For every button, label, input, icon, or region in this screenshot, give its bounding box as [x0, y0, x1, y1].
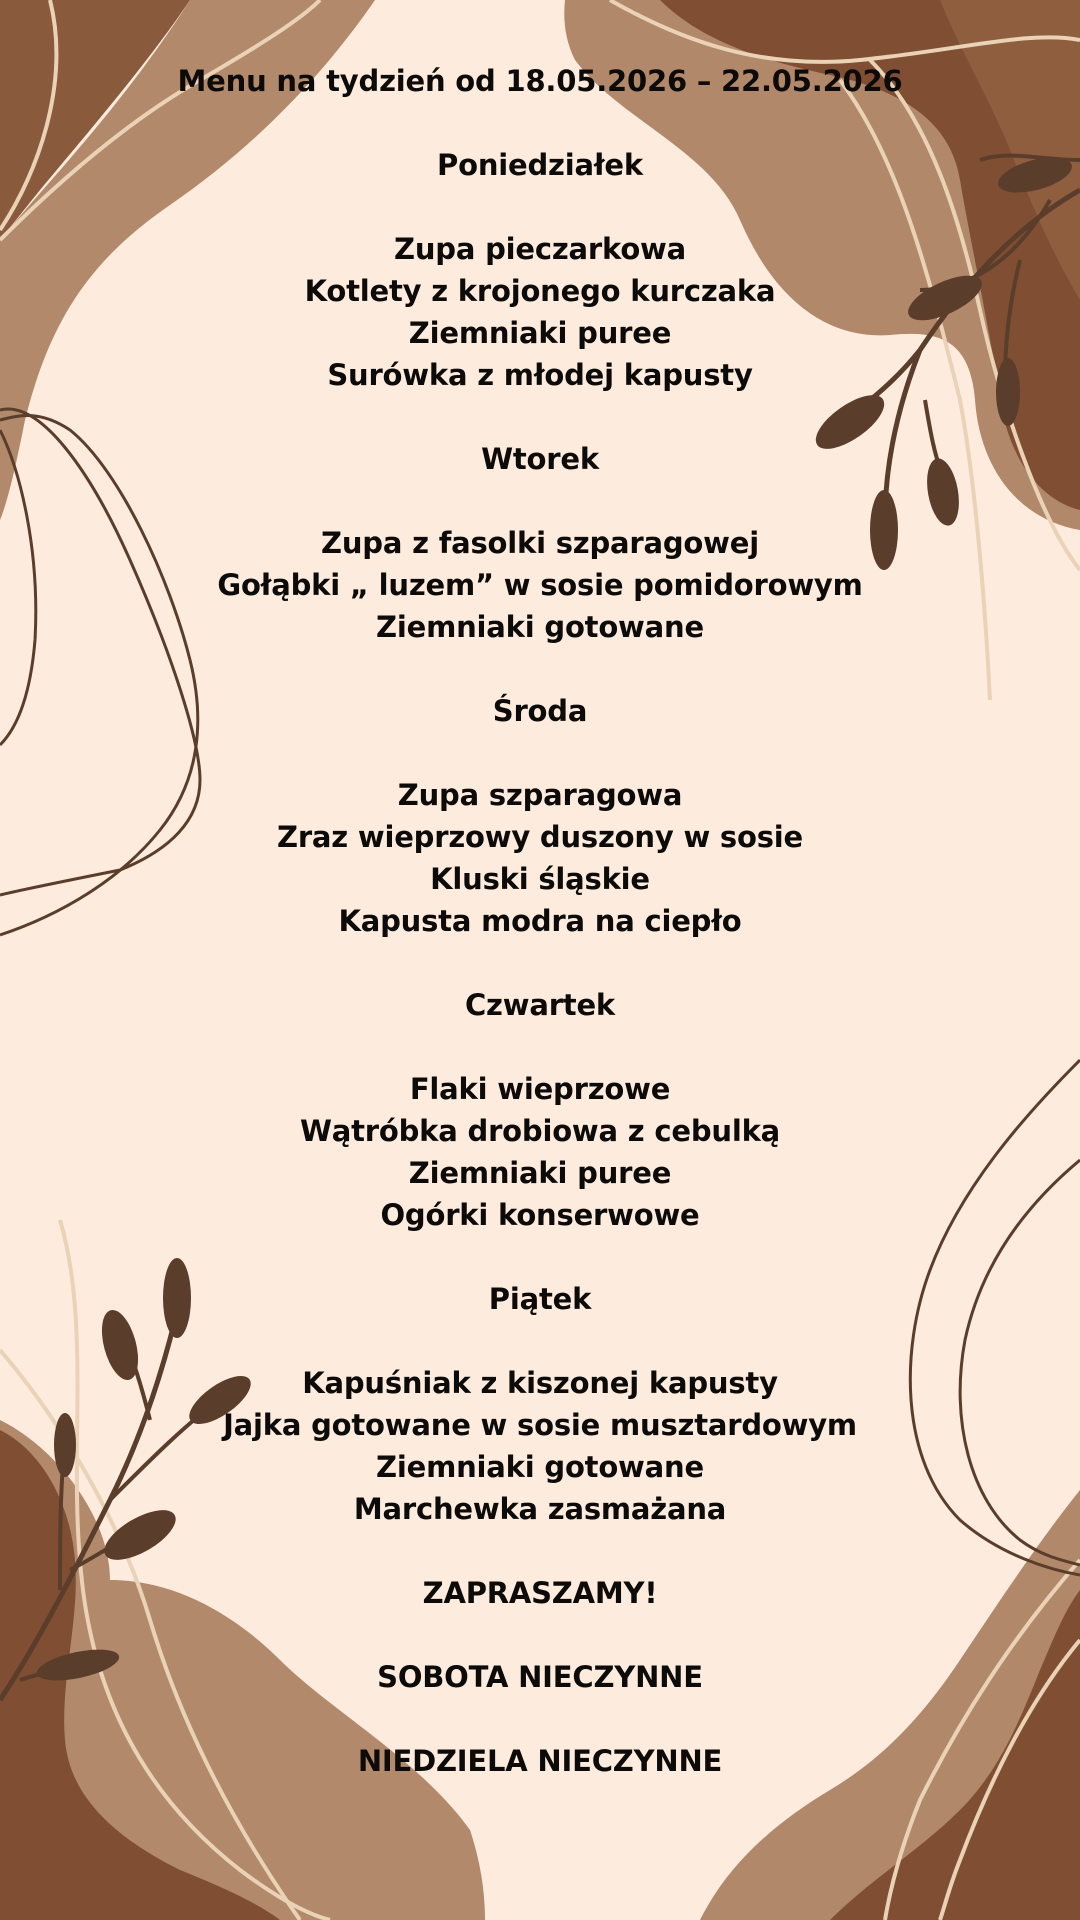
dish-item: Ziemniaki gotowane — [376, 1450, 704, 1484]
dish-item: Zraz wieprzowy duszony w sosie — [277, 820, 803, 854]
dish-item: Ziemniaki puree — [408, 1156, 672, 1190]
dish-item: Ogórki konserwowe — [380, 1198, 700, 1232]
dish-item: Kapuśniak z kiszonej kapusty — [302, 1366, 778, 1400]
day-name: Środa — [492, 694, 588, 728]
dish-item: Ziemniaki puree — [408, 316, 672, 350]
day-name: Czwartek — [464, 988, 616, 1022]
dish-item: Flaki wieprzowe — [409, 1072, 671, 1106]
dish-item: Surówka z młodej kapusty — [327, 358, 753, 392]
dish-item: Gołąbki „ luzem” w sosie pomidorowym — [217, 568, 863, 602]
dish-item: Zupa pieczarkowa — [394, 232, 686, 266]
invite-text: ZAPRASZAMY! — [422, 1576, 658, 1610]
dish-item: Zupa z fasolki szparagowej — [321, 526, 759, 560]
day-name: Poniedziałek — [437, 148, 643, 182]
saturday-closed-notice: SOBOTA NIECZYNNE — [377, 1660, 703, 1694]
dish-item: Kotlety z krojonego kurczaka — [304, 274, 776, 308]
dish-item: Jajka gotowane w sosie musztardowym — [223, 1408, 857, 1442]
dish-item: Kluski śląskie — [430, 862, 650, 896]
dish-item: Zupa szparagowa — [397, 778, 683, 812]
dish-item: Kapusta modra na ciepło — [338, 904, 742, 938]
menu-title: Menu na tydzień od 18.05.2026 – 22.05.2026 — [177, 64, 903, 98]
day-section-friday — [0, 1278, 1080, 1530]
dish-item: Wątróbka drobiowa z cebulką — [299, 1114, 781, 1148]
day-section-monday — [0, 144, 1080, 396]
day-name: Piątek — [488, 1282, 592, 1316]
day-name: Wtorek — [481, 442, 599, 476]
weekly-menu — [0, 60, 1080, 1782]
day-section-tuesday — [0, 438, 1080, 648]
dish-item: Marchewka zasmażana — [353, 1492, 727, 1526]
dish-item: Ziemniaki gotowane — [376, 610, 704, 644]
day-section-wednesday — [0, 690, 1080, 942]
day-section-thursday — [0, 984, 1080, 1236]
sunday-closed-notice: NIEDZIELA NIECZYNNE — [357, 1744, 723, 1778]
